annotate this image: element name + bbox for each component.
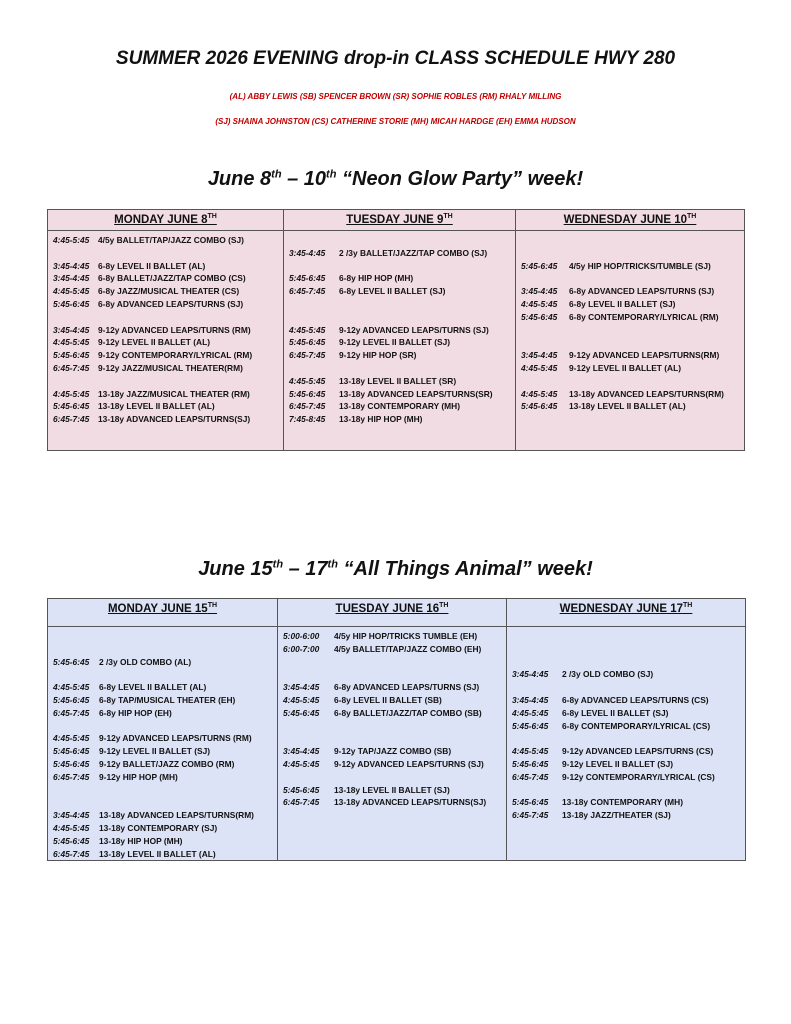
class-description: 13-18y ADVANCED LEAPS/TURNS(RM)	[99, 810, 254, 821]
class-description: 13-18y LEVEL II BALLET (AL)	[99, 848, 216, 859]
class-time: 6:45-7:45	[53, 707, 90, 718]
class-entry	[289, 285, 511, 298]
class-time: 5:45-6:45	[289, 388, 326, 399]
class-time: 4:45-5:45	[53, 733, 90, 744]
instructor-list-line-1: (AL) ABBY LEWIS (SB) SPENCER BROWN (SR) SOPHIE ROBLES (RM) RHALY MILLING	[229, 92, 562, 101]
day-header-tuesday: TUESDAY JUNE 16TH	[278, 599, 507, 627]
class-description: 13-18y CONTEMPORARY (SJ)	[99, 822, 218, 833]
day-header-wednesday: WEDNESDAY JUNE 10TH	[516, 210, 745, 231]
class-description: 9-12y HIP HOP (MH)	[99, 771, 178, 782]
class-time: 5:45-6:45	[289, 273, 326, 284]
class-description: 2 /3y OLD COMBO (SJ)	[562, 669, 654, 680]
day-header-tuesday: TUESDAY JUNE 9TH	[284, 210, 516, 231]
class-description: 6-8y LEVEL II BALLET (AL)	[99, 682, 207, 693]
class-time: 4:45-5:45	[283, 694, 320, 705]
class-description: 6-8y ADVANCED LEAPS/TURNS (SJ)	[98, 298, 244, 309]
class-time: 6:45-7:45	[53, 414, 90, 425]
class-entry	[53, 668, 273, 681]
class-entry	[521, 298, 740, 311]
class-description: 13-18y LEVEL II BALLET (SJ)	[334, 784, 450, 795]
class-time: 7:45-8:45	[289, 414, 326, 425]
class-entry	[283, 732, 502, 745]
class-time: 3:45-4:45	[53, 810, 90, 821]
class-description: 9-12y TAP/JAZZ COMBO (SB)	[334, 746, 452, 757]
class-time: 5:45-6:45	[521, 260, 558, 271]
class-entry	[289, 298, 511, 311]
class-time: 6:00-7:00	[283, 643, 320, 654]
class-time: 6:45-7:45	[289, 286, 326, 297]
class-description: 9-12y ADVANCED LEAPS/TURNS (SJ)	[334, 758, 484, 769]
class-entry	[53, 400, 279, 413]
class-description: 9-12y LEVEL II BALLET (SJ)	[339, 337, 451, 348]
class-time: 4:45-5:45	[53, 286, 90, 297]
class-entry	[53, 388, 279, 401]
class-entry	[283, 681, 502, 694]
class-time: 3:45-4:45	[283, 682, 320, 693]
class-entry	[512, 796, 741, 809]
class-entry	[521, 388, 740, 401]
class-entry	[512, 656, 741, 669]
class-entry	[53, 784, 273, 797]
class-entry	[521, 311, 740, 324]
class-entry	[289, 311, 511, 324]
class-entry	[521, 272, 740, 285]
class-entry	[53, 362, 279, 375]
class-time: 3:45-4:45	[521, 350, 558, 361]
class-description: 9-12y LEVEL II BALLET (AL)	[569, 362, 681, 373]
class-time: 4:45-5:45	[53, 682, 90, 693]
class-entry	[53, 835, 273, 848]
class-description: 6-8y LEVEL II BALLET (SJ)	[569, 298, 676, 309]
class-entry	[53, 324, 279, 337]
class-time: 5:45-6:45	[53, 298, 90, 309]
class-description: 4/5y HIP HOP/TRICKS TUMBLE (EH)	[334, 631, 478, 641]
class-entry	[283, 656, 502, 669]
class-time: 3:45-4:45	[512, 669, 549, 680]
class-time: 5:45-6:45	[53, 656, 90, 667]
class-time: 3:45-4:45	[289, 247, 326, 258]
class-time: 4:45-5:45	[53, 822, 90, 833]
class-time: 4:45-5:45	[512, 707, 549, 718]
class-description: 9-12y ADVANCED LEAPS/TURNS (RM)	[98, 324, 251, 335]
class-entry	[53, 336, 279, 349]
class-time: 4:45-5:45	[521, 362, 558, 373]
class-time: 6:45-7:45	[512, 771, 549, 782]
class-entry	[521, 324, 740, 337]
class-description: 13-18y LEVEL II BALLET (SR)	[339, 375, 457, 386]
class-entry	[289, 272, 511, 285]
class-entry	[512, 630, 741, 643]
class-entry	[289, 413, 511, 426]
class-time: 6:45-7:45	[53, 848, 90, 859]
class-entry	[283, 796, 502, 809]
tuesday-classes	[284, 231, 516, 451]
class-time: 5:45-6:45	[53, 746, 90, 757]
class-description: 6-8y LEVEL II BALLET (AL)	[98, 260, 206, 271]
wednesday-classes	[516, 231, 745, 451]
class-description: 13-18y ADVANCED LEAPS/TURNS(SR)	[339, 388, 493, 399]
class-entry	[512, 694, 741, 707]
class-description: 9-12y BALLET/JAZZ COMBO (RM)	[99, 758, 235, 769]
class-description: 13-18y LEVEL II BALLET (AL)	[98, 401, 215, 412]
class-time: 3:45-4:45	[283, 746, 320, 757]
class-entry	[289, 260, 511, 273]
class-entry	[53, 745, 273, 758]
week-1-title: June 8th – 10th “Neon Glow Party” week!	[207, 168, 584, 190]
class-time: 5:45-6:45	[521, 401, 558, 412]
class-entry	[512, 720, 741, 733]
class-time: 5:45-6:45	[53, 758, 90, 769]
class-entry	[53, 758, 273, 771]
class-description: 13-18y ADVANCED LEAPS/TURNS(SJ)	[98, 414, 251, 425]
class-entry	[289, 324, 511, 337]
class-description: 9-12y ADVANCED LEAPS/TURNS (RM)	[99, 733, 252, 744]
class-description: 6-8y BALLET/JAZZ/TAP COMBO (CS)	[98, 273, 246, 284]
class-time: 4:45-5:45	[289, 324, 326, 335]
class-description: 9-12y LEVEL II BALLET (SJ)	[562, 758, 674, 769]
class-entry	[283, 694, 502, 707]
class-entry	[521, 349, 740, 362]
day-header-monday: MONDAY JUNE 15TH	[48, 599, 278, 627]
class-description: 6-8y HIP HOP (EH)	[99, 707, 172, 718]
class-time: 5:45-6:45	[289, 337, 326, 348]
class-description: 13-18y HIP HOP (MH)	[339, 414, 423, 425]
week-2-schedule-table	[47, 598, 746, 861]
class-entry	[53, 732, 273, 745]
week-1-schedule-table	[47, 209, 745, 451]
class-description: 13-18y LEVEL II BALLET (AL)	[569, 401, 686, 412]
class-time: 4:45-5:45	[53, 337, 90, 348]
class-time: 6:45-7:45	[289, 401, 326, 412]
class-description: 6-8y CONTEMPORARY/LYRICAL (CS)	[562, 720, 711, 731]
class-entry	[521, 260, 740, 273]
class-description: 6-8y JAZZ/MUSICAL THEATER (CS)	[98, 286, 240, 297]
class-description: 6-8y ADVANCED LEAPS/TURNS (CS)	[562, 694, 709, 705]
day-header-wednesday: WEDNESDAY JUNE 17TH	[507, 599, 746, 627]
tuesday-classes	[278, 627, 507, 861]
class-entry	[289, 388, 511, 401]
class-entry	[521, 362, 740, 375]
class-entry	[512, 707, 741, 720]
class-description: 9-12y ADVANCED LEAPS/TURNS (CS)	[562, 746, 714, 757]
class-entry	[521, 400, 740, 413]
class-description: 6-8y TAP/MUSICAL THEATER (EH)	[99, 694, 236, 705]
class-entry	[512, 784, 741, 797]
class-entry	[53, 796, 273, 809]
class-entry	[53, 234, 279, 247]
class-time: 5:45-6:45	[53, 350, 90, 361]
class-entry	[289, 336, 511, 349]
class-entry	[53, 822, 273, 835]
class-entry	[53, 771, 273, 784]
class-entry	[512, 681, 741, 694]
class-entry	[283, 630, 502, 643]
class-description: 9-12y HIP HOP (SR)	[339, 350, 417, 361]
class-entry	[53, 260, 279, 273]
class-entry	[289, 349, 511, 362]
class-time: 5:45-6:45	[512, 720, 549, 731]
class-time: 6:45-7:45	[512, 810, 549, 821]
class-entry	[289, 375, 511, 388]
class-entry	[53, 681, 273, 694]
class-description: 4/5y HIP HOP/TRICKS/TUMBLE (SJ)	[569, 260, 711, 271]
class-entry	[512, 668, 741, 681]
class-description: 6-8y ADVANCED LEAPS/TURNS (SJ)	[334, 682, 480, 693]
class-time: 4:45-5:45	[283, 758, 320, 769]
class-entry	[53, 272, 279, 285]
instructor-list-line-2: (SJ) SHAINA JOHNSTON (CS) CATHERINE STORIE (MH) MICAH HARDGE (EH) EMMA HUDSON	[215, 117, 576, 126]
class-description: 9-12y LEVEL II BALLET (SJ)	[99, 746, 211, 757]
class-entry	[283, 745, 502, 758]
monday-classes	[48, 627, 278, 861]
class-entry	[53, 707, 273, 720]
class-time: 6:45-7:45	[289, 350, 326, 361]
class-entry	[283, 707, 502, 720]
class-entry	[521, 247, 740, 260]
class-time: 3:45-4:45	[512, 694, 549, 705]
class-time: 6:45-7:45	[53, 362, 90, 373]
class-entry	[512, 732, 741, 745]
class-time: 3:45-4:45	[53, 324, 90, 335]
class-description: 6-8y LEVEL II BALLET (SB)	[334, 694, 442, 705]
class-description: 13-18y ADVANCED LEAPS/TURNS(RM)	[569, 388, 724, 399]
class-time: 6:45-7:45	[283, 797, 320, 808]
class-description: 13-18y CONTEMPORARY (MH)	[339, 401, 460, 412]
class-time: 5:45-6:45	[53, 835, 90, 846]
class-entry	[53, 375, 279, 388]
class-description: 13-18y ADVANCED LEAPS/TURNS(SJ)	[334, 797, 487, 808]
class-time: 5:45-6:45	[53, 401, 90, 412]
class-entry	[521, 336, 740, 349]
page-title: SUMMER 2026 EVENING drop-in CLASS SCHEDULE HWY 280	[115, 48, 676, 69]
class-entry	[289, 400, 511, 413]
class-time: 5:00-6:00	[283, 631, 320, 641]
class-entry	[283, 643, 502, 656]
class-time: 5:45-6:45	[283, 784, 320, 795]
class-description: 6-8y CONTEMPORARY/LYRICAL (RM)	[569, 311, 719, 322]
class-entry	[283, 784, 502, 797]
class-entry	[53, 311, 279, 324]
class-time: 6:45-7:45	[53, 771, 90, 782]
class-entry	[289, 362, 511, 375]
class-entry	[53, 413, 279, 426]
class-description: 13-18y JAZZ/THEATER (SJ)	[562, 810, 671, 821]
day-header-monday: MONDAY JUNE 8TH	[48, 210, 284, 231]
class-entry	[512, 745, 741, 758]
class-description: 6-8y LEVEL II BALLET (SJ)	[562, 707, 669, 718]
class-time: 4:45-5:45	[53, 388, 90, 399]
class-entry	[53, 349, 279, 362]
class-entry	[53, 298, 279, 311]
class-description: 9-12y JAZZ/MUSICAL THEATER(RM)	[98, 362, 243, 373]
class-entry	[53, 630, 273, 643]
class-entry	[512, 758, 741, 771]
class-entry	[53, 694, 273, 707]
class-description: 2 /3y BALLET/JAZZ/TAP COMBO (SJ)	[339, 247, 488, 258]
class-description: 6-8y BALLET/JAZZ/TAP COMBO (SB)	[334, 707, 482, 718]
class-time: 5:45-6:45	[512, 758, 549, 769]
class-description: 13-18y HIP HOP (MH)	[99, 835, 183, 846]
class-entry	[289, 247, 511, 260]
class-description: 9-12y CONTEMPORARY/LYRICAL (RM)	[98, 350, 253, 361]
class-time: 4:45-5:45	[512, 746, 549, 757]
class-description: 2 /3y OLD COMBO (AL)	[99, 656, 192, 667]
class-entry	[512, 643, 741, 656]
class-time: 4:45-5:45	[289, 375, 326, 386]
class-description: 9-12y ADVANCED LEAPS/TURNS (SJ)	[339, 324, 489, 335]
class-description: 4/5y BALLET/TAP/JAZZ COMBO (EH)	[334, 643, 482, 654]
class-entry	[53, 656, 273, 669]
class-description: 4/5y BALLET/TAP/JAZZ COMBO (SJ)	[98, 235, 244, 245]
class-entry	[512, 771, 741, 784]
class-entry	[53, 720, 273, 733]
class-description: 9-12y ADVANCED LEAPS/TURNS(RM)	[569, 350, 720, 361]
class-time: 3:45-4:45	[521, 286, 558, 297]
class-description: 6-8y HIP HOP (MH)	[339, 273, 414, 284]
class-description: 9-12y CONTEMPORARY/LYRICAL (CS)	[562, 771, 715, 782]
class-description: 9-12y LEVEL II BALLET (AL)	[98, 337, 210, 348]
wednesday-classes	[507, 627, 746, 861]
class-entry	[289, 234, 511, 247]
week-2-title: June 15th – 17th “All Things Animal” week!	[198, 558, 593, 580]
class-entry	[521, 375, 740, 388]
class-time: 3:45-4:45	[53, 260, 90, 271]
class-time: 5:45-6:45	[53, 694, 90, 705]
class-entry	[283, 720, 502, 733]
class-entry	[512, 809, 741, 822]
class-time: 4:45-5:45	[521, 298, 558, 309]
class-time: 4:45-5:45	[53, 235, 90, 245]
class-entry	[53, 848, 273, 861]
class-entry	[521, 285, 740, 298]
class-time: 3:45-4:45	[53, 273, 90, 284]
class-time: 5:45-6:45	[512, 797, 549, 808]
class-entry	[53, 809, 273, 822]
class-entry	[283, 668, 502, 681]
class-entry	[283, 771, 502, 784]
monday-classes	[48, 231, 284, 451]
class-description: 13-18y CONTEMPORARY (MH)	[562, 797, 683, 808]
class-entry	[521, 234, 740, 247]
class-description: 6-8y ADVANCED LEAPS/TURNS (SJ)	[569, 286, 715, 297]
class-entry	[53, 247, 279, 260]
class-time: 4:45-5:45	[521, 388, 558, 399]
class-description: 13-18y JAZZ/MUSICAL THEATER (RM)	[98, 388, 250, 399]
class-time: 5:45-6:45	[283, 707, 320, 718]
class-time: 5:45-6:45	[521, 311, 558, 322]
class-entry	[53, 285, 279, 298]
class-entry	[283, 758, 502, 771]
class-entry	[53, 643, 273, 656]
class-description: 6-8y LEVEL II BALLET (SJ)	[339, 286, 446, 297]
